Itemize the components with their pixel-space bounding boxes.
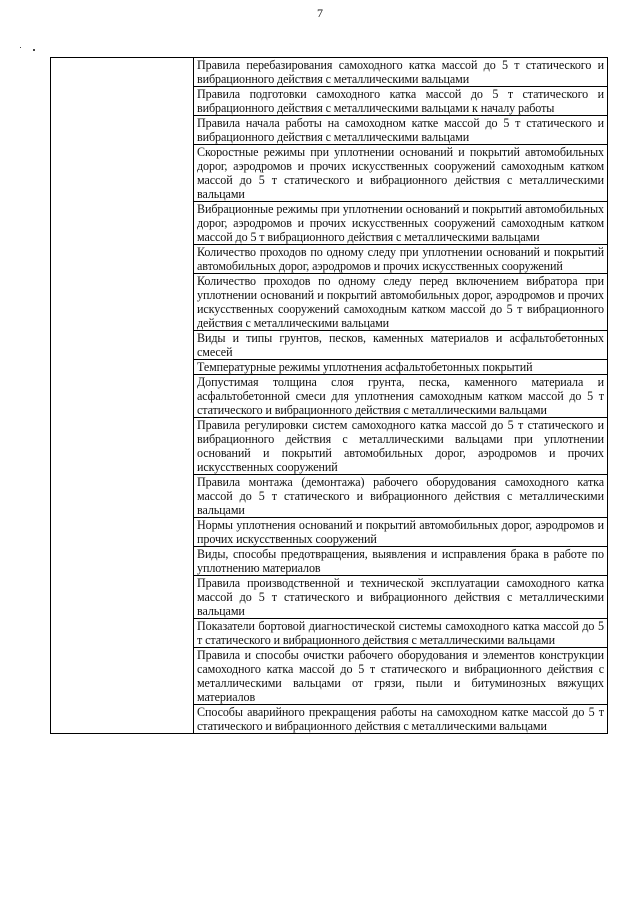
knowledge-requirement-cell: Допустимая толщина слоя грунта, песка, каменного материала и асфальтобетонной смеси для уплотнения самоходным катком массой до 5 т статического и вибрационного действия с металлическими вальцами <box>194 375 608 418</box>
empty-left-column <box>51 58 194 734</box>
knowledge-requirement-cell: Вибрационные режимы при уплотнении оснований и покрытий автомобильных дорог, аэродромов и прочих искусственных сооружений самоходным катком массой до 5 т вибрационного действия с металлическими вальцами <box>194 202 608 245</box>
knowledge-requirement-cell: Скоростные режимы при уплотнении оснований и покрытий автомобильных дорог, аэродромов и прочих искусственных сооружений самоходным катком массой до 5 т статического и вибрационного действия с металлическими вальцами <box>194 145 608 202</box>
scan-speck <box>20 47 21 48</box>
knowledge-requirement-cell: Виды и типы грунтов, песков, каменных материалов и асфальтобетонных смесей <box>194 331 608 360</box>
knowledge-requirement-cell: Нормы уплотнения оснований и покрытий автомобильных дорог, аэродромов и прочих искусственных сооружений <box>194 518 608 547</box>
knowledge-requirement-cell: Количество проходов по одному следу перед включением вибратора при уплотнении оснований и покрытий автомобильных дорог, аэродромов и прочих искусственных сооружений самоходным катком массой до 5 т вибрационного действия с металлическими вальцами <box>194 274 608 331</box>
scan-speck <box>33 49 35 51</box>
knowledge-requirement-cell: Количество проходов по одному следу при уплотнении оснований и покрытий автомобильных дорог, аэродромов и прочих искусственных сооружений <box>194 245 608 274</box>
page-number: 7 <box>317 6 323 20</box>
knowledge-requirement-cell: Правила перебазирования самоходного катка массой до 5 т статического и вибрационного действия с металлическими вальцами <box>194 58 608 87</box>
knowledge-requirement-cell: Виды, способы предотвращения, выявления и исправления брака в работе по уплотнению материалов <box>194 547 608 576</box>
knowledge-requirement-cell: Температурные режимы уплотнения асфальтобетонных покрытий <box>194 360 608 375</box>
knowledge-requirement-cell: Правила монтажа (демонтажа) рабочего оборудования самоходного катка массой до 5 т статического и вибрационного действия с металлическими вальцами <box>194 475 608 518</box>
requirements-table <box>50 57 608 734</box>
knowledge-requirement-cell: Показатели бортовой диагностической системы самоходного катка массой до 5 т статического и вибрационного действия с металлическими вальцами <box>194 619 608 648</box>
table-row <box>51 58 608 87</box>
knowledge-requirement-cell: Правила и способы очистки рабочего оборудования и элементов конструкции самоходного катка массой до 5 т статического и вибрационного действия с металлическими вальцами от грязи, пыли и битуминозных вяжущих материалов <box>194 648 608 705</box>
knowledge-requirement-cell: Правила начала работы на самоходном катке массой до 5 т статического и вибрационного действия с металлическими вальцами <box>194 116 608 145</box>
knowledge-requirement-cell: Правила производственной и технической эксплуатации самоходного катка массой до 5 т статического и вибрационного действия с металлическими вальцами <box>194 576 608 619</box>
knowledge-requirement-cell: Правила регулировки систем самоходного катка массой до 5 т статического и вибрационного действия с металлическими вальцами при уплотнении оснований и покрытий автомобильных дорог, аэродромов и прочих искусственных сооружений <box>194 418 608 475</box>
knowledge-requirement-cell: Способы аварийного прекращения работы на самоходном катке массой до 5 т статического и вибрационного действия с металлическими вальцами <box>194 705 608 734</box>
knowledge-requirement-cell: Правила подготовки самоходного катка массой до 5 т статического и вибрационного действия с металлическими вальцами к началу работы <box>194 87 608 116</box>
